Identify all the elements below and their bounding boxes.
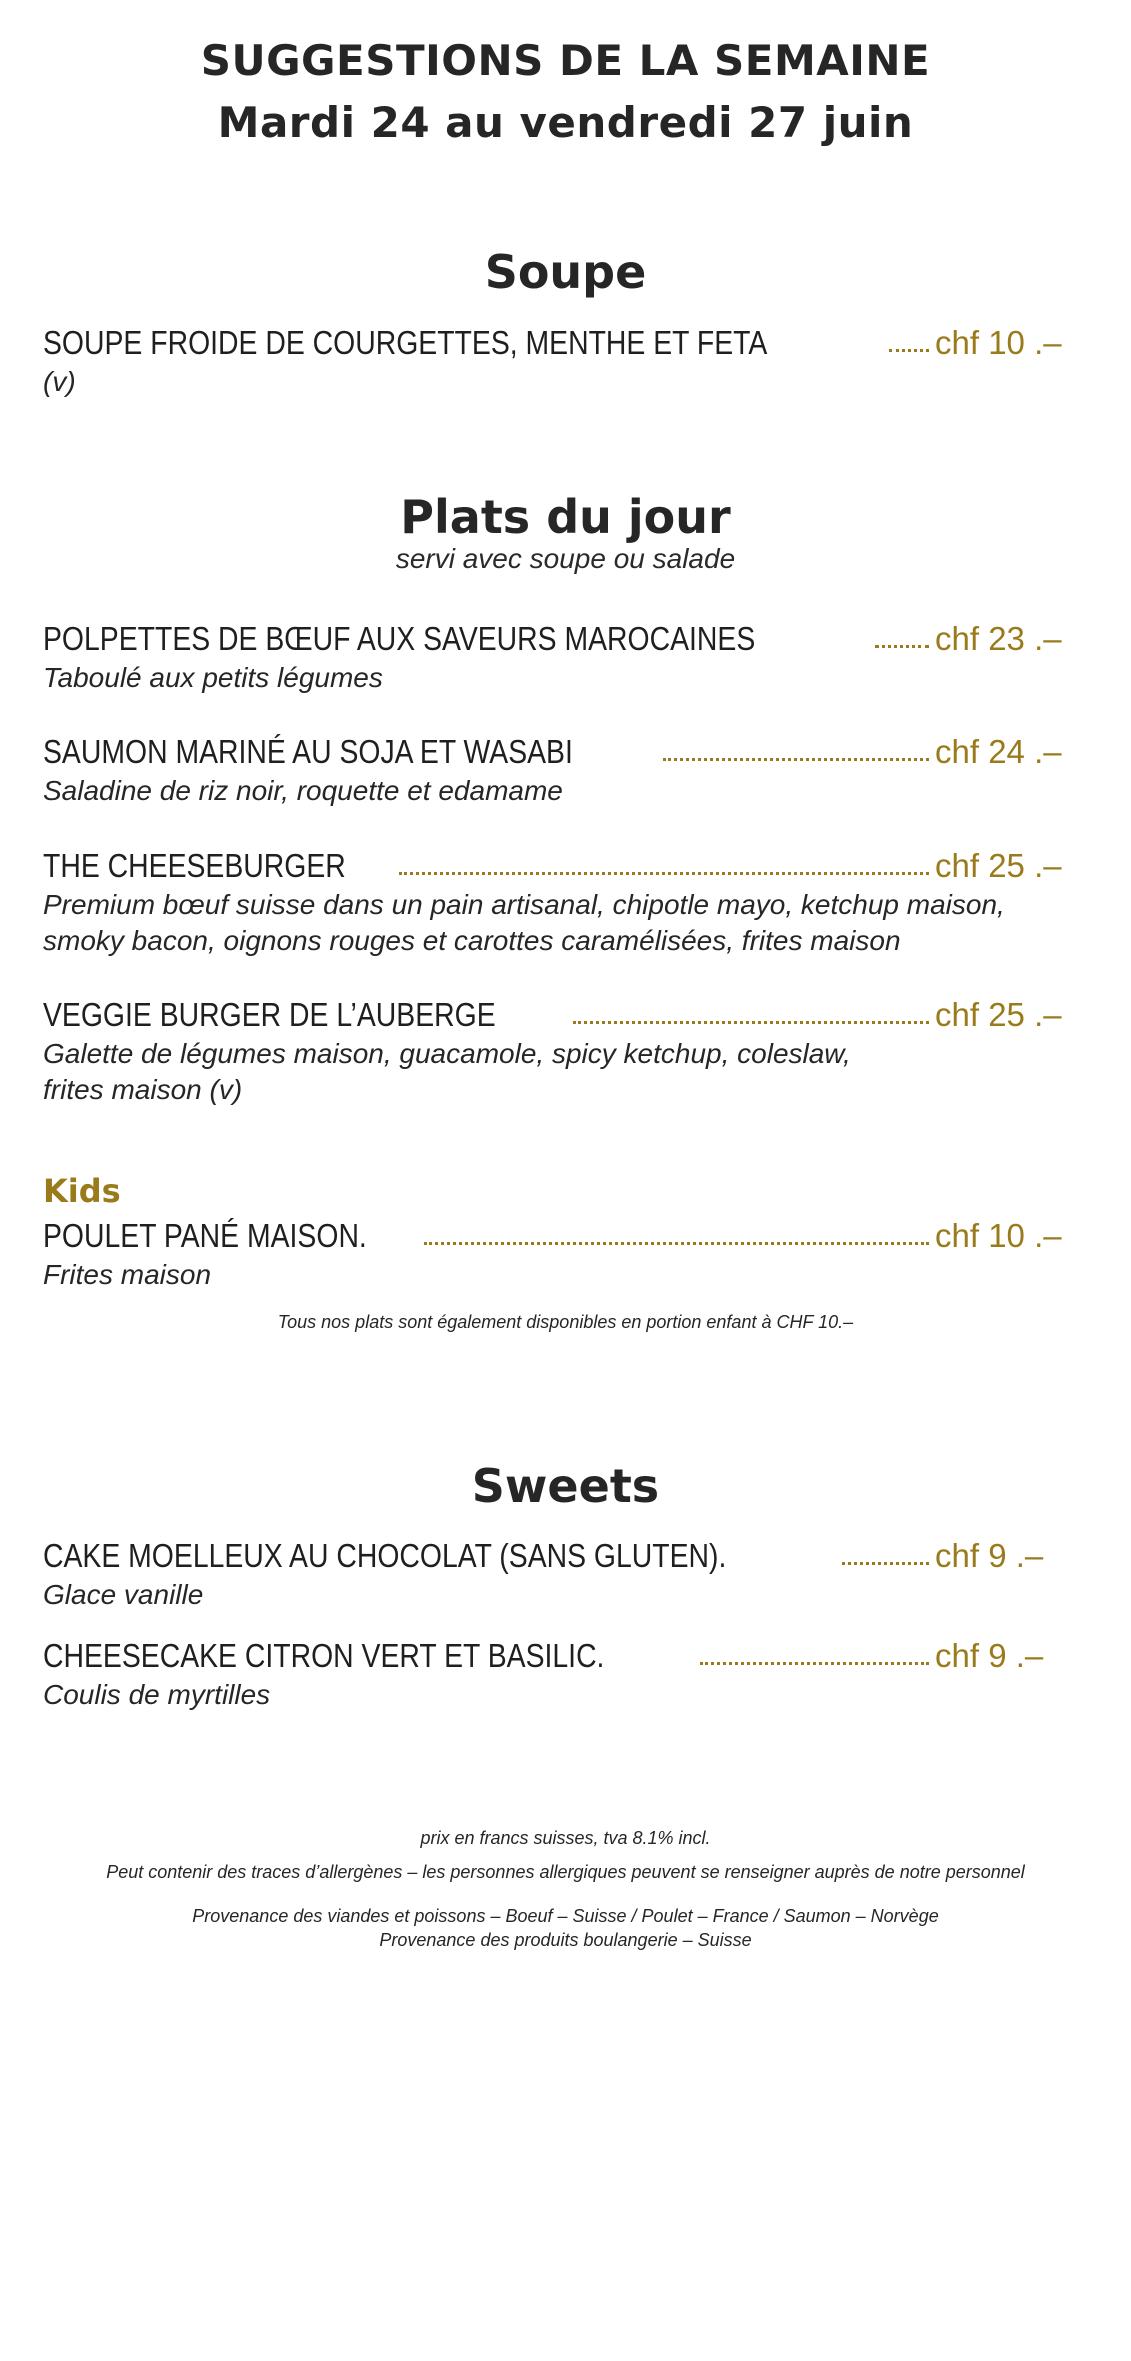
- item-name: SOUPE FROIDE DE COURGETTES, MENTHE ET FETA: [43, 324, 768, 361]
- menu-item: [43, 996, 1063, 1108]
- dot-leader: [424, 1241, 929, 1245]
- item-name: POULET PANÉ MAISON.: [43, 1217, 367, 1254]
- item-price: chf 23 .–: [935, 620, 1062, 657]
- item-price: chf 9 .–: [935, 1637, 1044, 1674]
- item-name: SAUMON MARINÉ AU SOJA ET WASABI: [43, 733, 573, 770]
- item-name: THE CHEESEBURGER: [43, 847, 346, 884]
- item-name: CHEESECAKE CITRON VERT ET BASILIC.: [43, 1637, 605, 1674]
- dot-leader: [842, 1561, 929, 1565]
- dot-leader: [700, 1661, 929, 1665]
- menu-item: [43, 733, 1063, 809]
- item-price: chf 25 .–: [935, 847, 1062, 884]
- item-price: chf 25 .–: [935, 996, 1062, 1033]
- menu-dates: Mardi 24 au vendredi 27 juin: [217, 98, 914, 147]
- footer-prix: prix en francs suisses, tva 8.1% incl.: [420, 1828, 711, 1848]
- footer-provenance-viandes: Provenance des viandes et poissons – Boeuf – Suisse / Poulet – France / Saumon – Norvège: [192, 1906, 939, 1926]
- item-description: Galette de légumes maison, guacamole, spicy ketchup, coleslaw, frites maison (v): [43, 1038, 851, 1105]
- menu-item: [43, 324, 1063, 400]
- footer-allergenes: Peut contenir des traces d’allergènes – les personnes allergiques peuvent se renseigner auprès de notre personnel: [106, 1862, 1025, 1882]
- dot-leader: [663, 757, 929, 761]
- item-price: chf 10 .–: [935, 324, 1062, 361]
- item-name: POLPETTES DE BŒUF AUX SAVEURS MAROCAINES: [43, 620, 756, 657]
- section-subtitle-plats: servi avec soupe ou salade: [395, 543, 736, 574]
- item-name: CAKE MOELLEUX AU CHOCOLAT (SANS GLUTEN).: [43, 1537, 727, 1574]
- section-title-plats: Plats du jour: [400, 490, 731, 544]
- dot-leader: [889, 348, 929, 352]
- section-title-soupe: Soupe: [484, 245, 647, 299]
- menu-title: SUGGESTIONS DE LA SEMAINE: [200, 36, 931, 85]
- menu-header: [0, 30, 1131, 154]
- dot-leader: [399, 871, 929, 875]
- menu-item: [43, 1537, 1063, 1613]
- kids-note: Tous nos plats sont également disponibles en portion enfant à CHF 10.–: [277, 1312, 854, 1332]
- dot-leader: [875, 644, 929, 648]
- menu-item: [43, 1217, 1063, 1293]
- item-price: chf 10 .–: [935, 1217, 1062, 1254]
- dot-leader: [573, 1020, 929, 1024]
- item-description: Premium bœuf suisse dans un pain artisanal, chipotle mayo, ketchup maison, smoky bacon, oignons rouges et carottes caramélisées, frites maison: [43, 889, 1005, 956]
- item-description: Glace vanille: [43, 1579, 204, 1610]
- menu-item: [43, 847, 1063, 959]
- menu-item: [43, 620, 1063, 696]
- section-title-sweets: Sweets: [471, 1459, 660, 1513]
- item-description: Taboulé aux petits légumes: [43, 662, 383, 693]
- menu-item: [43, 1637, 1063, 1713]
- item-name: VEGGIE BURGER DE L’AUBERGE: [43, 996, 496, 1033]
- item-description: Frites maison: [43, 1259, 212, 1290]
- item-description: Coulis de myrtilles: [43, 1679, 271, 1710]
- item-description: Saladine de riz noir, roquette et edamame: [43, 775, 563, 806]
- footer-provenance-boulangerie: Provenance des produits boulangerie – Suisse: [379, 1930, 752, 1950]
- section-title-kids: Kids: [43, 1172, 121, 1210]
- item-price: chf 9 .–: [935, 1537, 1044, 1574]
- item-price: chf 24 .–: [935, 733, 1062, 770]
- item-description: (v): [43, 366, 76, 397]
